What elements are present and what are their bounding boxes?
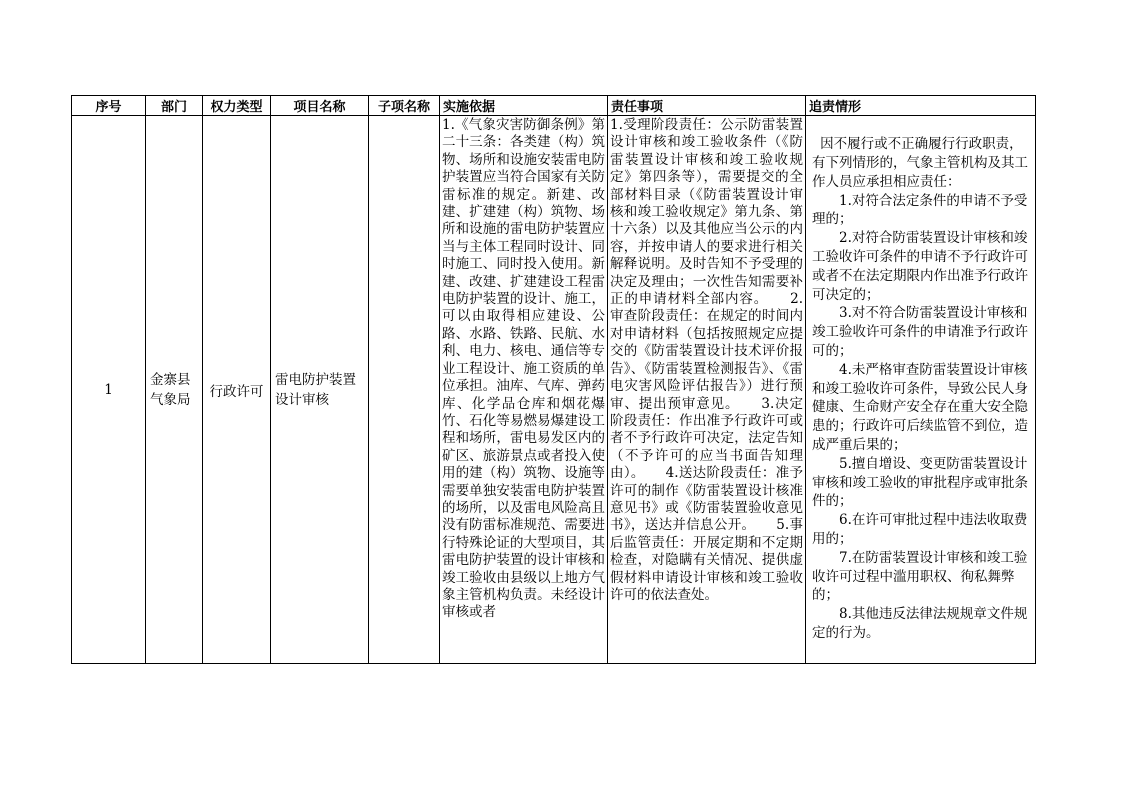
cell-basis [440,116,608,664]
accountability-item: 1.对符合法定条件的申请不予受理的； [812,192,1028,228]
cell-accountability [806,116,1036,664]
accountability-item: 2.对符合防雷装置设计审核和竣工验收许可条件的申请不予行政许可或者不在法定期限内作出准予行政许可决定的； [812,230,1028,303]
accountability-list [806,135,1035,643]
responsibility-text: 1.受理阶段责任：公示防雷装置设计审核和竣工验收条件（《防雷装置设计审核和竣工验收规定》第四条等），需要提交的全部材料目录（《防雷装置设计审核和竣工验收规定》第九条、第十六条）以及其他应当公示的内容，并按申请人的要求进行相关解释说明。及时告知不予受理的决定及理由；一次性告知需要补正的申请材料全部内容。 2.审查阶段责任：在规定的时间内对申请材料（包括按照规定应提交的《防雷装置设计技术评价报告》、《防雷装置检测报告》、《雷电灾害风险评估报告》）进行预审、提出预审意见。 3.决定阶段责任：作出准予行政许可或者不予行政许可决定，法定告知（不予许可的应当书面告知理由）。 4.送达阶段责任：准予许可的制作《防雷装置设计核准意见书》或《防雷装置验收意见书》，送达并信息公开。 5.事后监管责任：开展定期和不定期检查，对隐瞒有关情况、提供虚假材料申请设计审核和竣工验收许可的依法查处。 [610,117,803,603]
header-item-name: 项目名称 [271,96,369,116]
header-index: 序号 [72,96,146,116]
cell-index: 1 [72,116,146,664]
accountability-item: 5.擅自增设、变更防雷装置设计审核和竣工验收的审批程序或审批条件的； [812,455,1028,510]
accountability-item: 6.在许可审批过程中违法收取费用的； [812,512,1028,547]
cell-power-type: 行政许可 [203,116,271,664]
header-department: 部门 [146,96,203,116]
accountability-intro: 因不履行或不正确履行行政职责，有下列情形的，气象主管机构及其工作人员应承担相应责任： [812,136,1028,190]
accountability-item: 4.未严格审查防雷装置设计审核和竣工验收许可条件，导致公民人身健康、生命财产安全存在重大安全隐患的；行政许可后续监管不到位，造成严重后果的； [812,361,1028,453]
header-accountability: 追责情形 [806,96,1036,116]
header-basis: 实施依据 [440,96,608,116]
table-row [72,116,1036,664]
accountability-table [71,95,1036,664]
header-responsibility: 责任事项 [608,96,806,116]
cell-item-name: 雷电防护装置设计审核 [271,116,369,664]
header-sub-item: 子项名称 [369,96,440,116]
cell-responsibility [608,116,806,664]
basis-text: 1.《气象灾害防御条例》第二十三条：各类建（构）筑物、场所和设施安装雷电防护装置应当符合国家有关防雷标准的规定。新建、改建、扩建建（构）筑物、场所和设施的雷电防护装置应当与主体工程同时设计、同时施工、同时投入使用。新建、改建、扩建建设工程雷电防护装置的设计、施工，可以由取得相应建设、公路、水路、铁路、民航、水利、电力、核电、通信等专业工程设计、施工资质的单位承担。油库、气库、弹药库、化学品仓库和烟花爆竹、石化等易燃易爆建设工程和场所，雷电易发区内的矿区、旅游景点或者投入使用的建（构）筑物、设施等需要单独安装雷电防护装置的场所，以及雷电风险高且没有防雷标准规范、需要进行特殊论证的大型项目，其雷电防护装置的设计审核和竣工验收由县级以上地方气象主管机构负责。未经设计审核或者 [442,117,605,621]
cell-department: 金寨县气象局 [146,116,203,664]
accountability-item: 3.对不符合防雷装置设计审核和竣工验收许可条件的申请准予行政许可的； [812,305,1028,359]
header-power-type: 权力类型 [203,96,271,116]
accountability-item: 7.在防雷装置设计审核和竣工验收许可过程中滥用职权、徇私舞弊的； [812,549,1028,604]
header-row [72,96,1036,116]
accountability-item: 8.其他违反法律法规规章文件规定的行为。 [812,606,1028,641]
cell-sub-item [369,116,440,664]
